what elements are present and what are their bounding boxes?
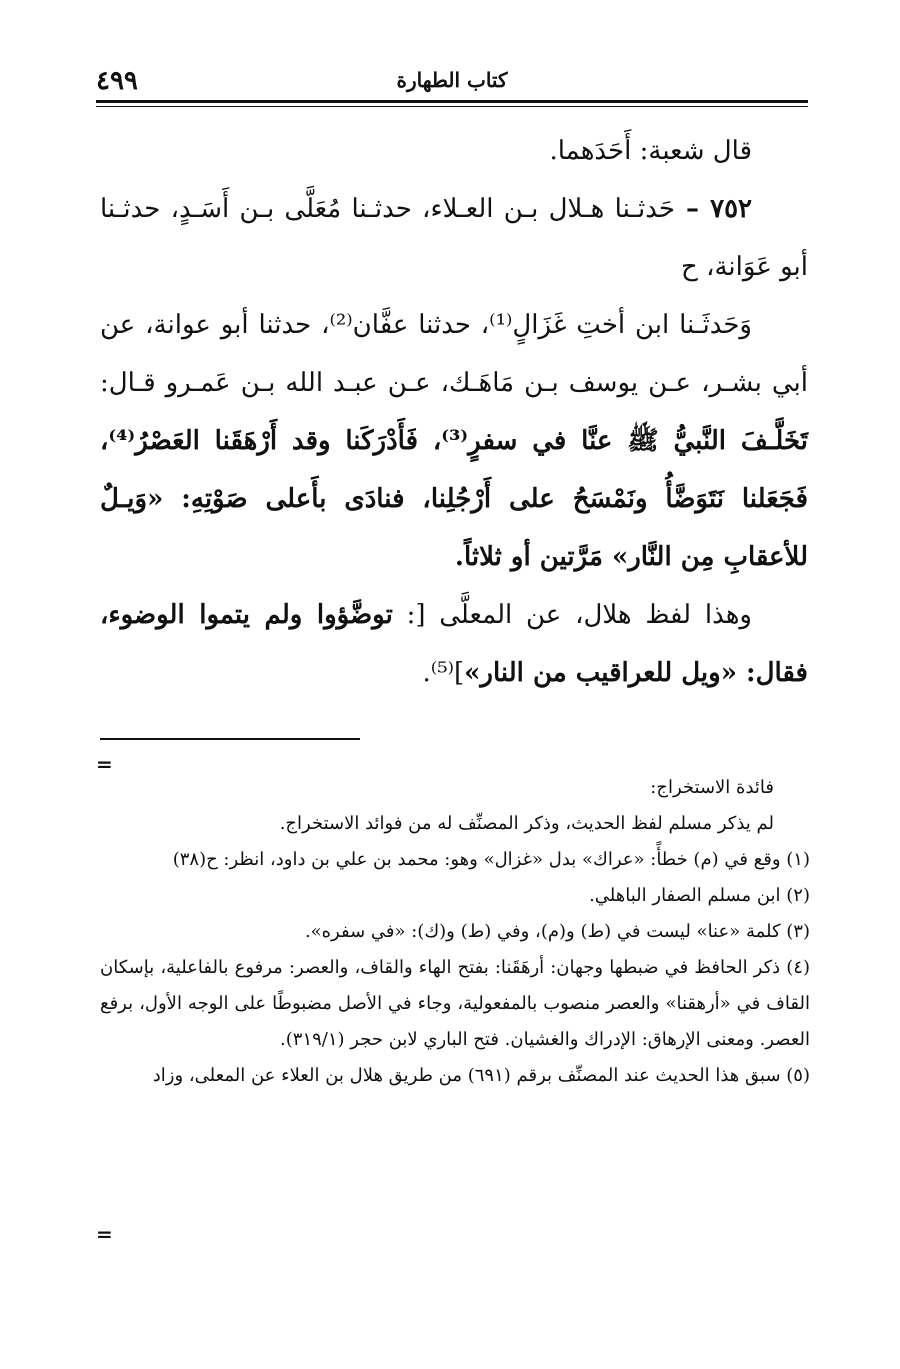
hadith-chain: حَدثـنا هـلال بـن العـلاء، حدثـنا مُعَلَّى بـن أَسَـدٍ، حدثـنا أبو عَوَانة، ح [100,194,808,282]
footnotes [100,770,810,1094]
benefit-title: فائدة الاستخراج: [650,777,774,798]
hadith-matn: تَخَلَّـفَ النَّبيُّ ﷺ عنَّا في سفرٍ⁽³⁾، فَأَدْرَكَنا وقد أَرْهَقَنا العَصْرُ⁽⁴⁾، فَجَعَلنا نَتَوَضَّأُ ونَمْسَحُ على أَرْجُلِنا، فنادَى بأَعلى صَوْتِهِ: [100,426,808,514]
header-rule [96,100,808,103]
footnote-2: (٢) ابن مسلم الصفار الباهلي. [589,885,810,906]
continuation-mark-bottom: = [96,1222,113,1246]
note-quote: توضَّؤوا ولم يتموا الوضوء، فقال: «ويل للعراقيب من النار» [100,600,808,688]
note-intro: وهذا لفظ هلال، عن المعلَّى [: [392,600,752,630]
hadith-quote: «وَيـلٌ للأعقابِ مِن النَّار» [100,484,808,572]
header-rule-thin [96,106,808,107]
note-paragraph [100,586,808,702]
footnote-5: (٥) سبق هذا الحديث عند المصنِّف برقم (٦٩١) من طريق هلال بن العلاء عن المعلى، وزاد [152,1065,810,1086]
hadith-dash: – [675,194,711,224]
hadith-chain-2: وَحَدثَـنا ابن أختِ غَزَالٍ⁽¹⁾، حدثنا عفَّان⁽²⁾، حدثنا أبو عوانة، عن أبي بشـر، عـن يوسف بـن مَاهَـك، عـن عبـد الله بـن عَمـرو قـال: [100,310,808,398]
footnote-4: (٤) ذكر الحافظ في ضبطها وجهان: أرهَقَنا: بفتح الهاء والقاف، والعصر: مرفوع بالفاعلية، بإسكان القاف في «أرهقنا» والعصر منصوب بالمفعولية، وجاء في الأصل مضبوطًا على الوجه الأول، برفع العصر. ومعنى الإرهاق: الإدراك والغشيان. فتح الباري لابن حجر (٣١٩/١). [100,957,810,1050]
page-header [96,62,808,102]
note-end: ]⁽⁵⁾. [422,658,465,688]
continuation-mark-top: = [96,752,113,776]
main-text [100,122,808,702]
hadith-text [100,296,808,586]
page-number: ٤٩٩ [96,66,138,96]
footnote-separator [100,738,360,740]
text-line: قال شعبة: أَحَدَهما. [549,136,752,166]
footnote-1: (١) وقع في (م) خطأً: «عراك» بدل «غزال» وهو: محمد بن علي بن داود، انظر: ح(٣٨) [172,849,810,870]
footnote-3: (٣) كلمة «عنا» ليست في (ط) و(م)، وفي (ط) و(ك): «في سفره». [304,921,810,942]
hadith-matn-end: مَرَّتين أو ثلاثاً. [454,542,612,572]
book-title: كتاب الطهارة [396,68,508,92]
hadith-number: ٧٥٢ [710,194,753,224]
hadith-paragraph [100,180,808,296]
benefit-text: لم يذكر مسلم لفظ الحديث، وذكر المصنِّف له من فوائد الاستخراج. [279,813,774,834]
